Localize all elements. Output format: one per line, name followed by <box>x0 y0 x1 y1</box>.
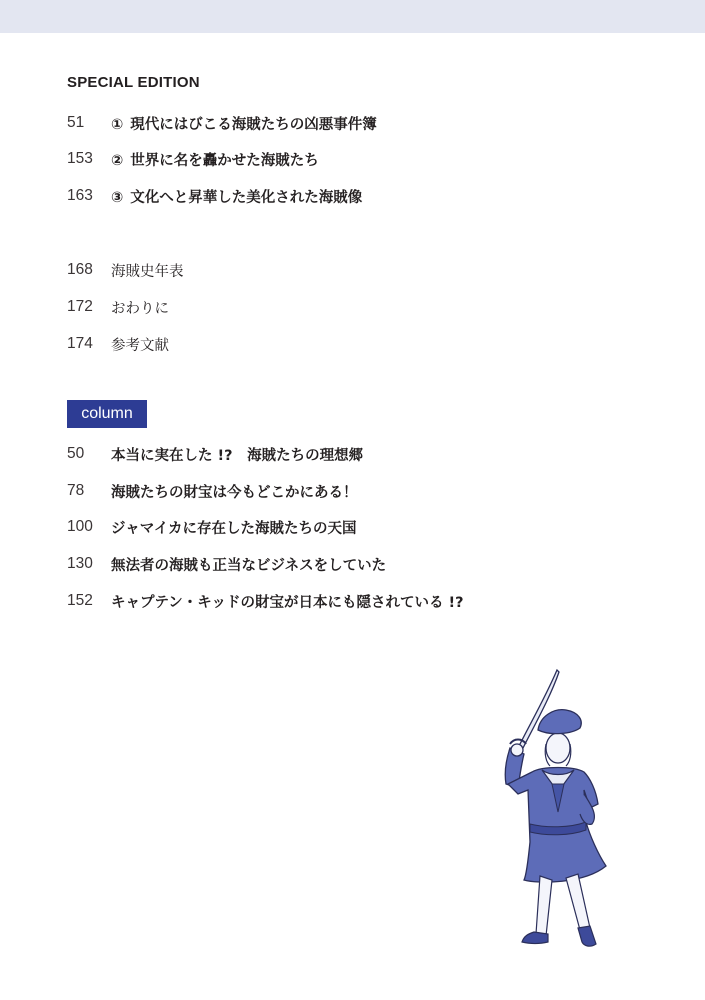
entry-title: おわりに <box>111 300 169 317</box>
toc-entry-special-2[interactable] <box>67 148 319 170</box>
page-number: 130 <box>67 555 93 572</box>
toc-entry-chronology[interactable] <box>67 259 184 281</box>
entry-title: 本当に実在した !? 海賊たちの理想郷 <box>111 447 364 464</box>
special-edition-heading: SPECIAL EDITION <box>67 74 200 91</box>
entry-title <box>111 113 377 134</box>
entry-title: 海賊史年表 <box>111 263 184 280</box>
circled-number: ② <box>111 152 124 169</box>
page-number: 163 <box>67 187 93 204</box>
circled-number: ③ <box>111 189 124 206</box>
page-number: 168 <box>67 261 93 278</box>
top-band <box>0 0 705 33</box>
toc-entry-column-5[interactable] <box>67 590 464 612</box>
entry-title-text: 世界に名を轟かせた海賊たち <box>130 152 319 169</box>
entry-title: ジャマイカに存在した海賊たちの天国 <box>111 520 357 537</box>
entry-title-text: 文化へと昇華した美化された海賊像 <box>130 189 363 206</box>
toc-entry-column-4[interactable] <box>67 553 386 575</box>
page-number: 172 <box>67 298 93 315</box>
page-number: 174 <box>67 335 93 352</box>
entry-title <box>111 149 319 170</box>
entry-title: キャプテン・キッドの財宝が日本にも隠されている !? <box>111 594 464 611</box>
toc-entry-column-3[interactable] <box>67 516 356 538</box>
page-number: 51 <box>67 114 85 131</box>
toc-entry-references[interactable] <box>67 333 169 355</box>
entry-title <box>111 186 362 207</box>
circled-number: ① <box>111 116 124 133</box>
pirate-illustration <box>488 666 628 958</box>
entry-title-text: 現代にはびこる海賊たちの凶悪事件簿 <box>130 116 377 133</box>
toc-entry-column-2[interactable] <box>67 480 358 502</box>
toc-entry-afterword[interactable] <box>67 296 169 318</box>
column-label: column <box>67 400 147 428</box>
entry-title: 海賊たちの財宝は今もどこかにある！ <box>111 484 358 501</box>
toc-entry-special-3[interactable] <box>67 185 362 207</box>
entry-title: 無法者の海賊も正当なビジネスをしていた <box>111 557 387 574</box>
page-number: 152 <box>67 592 93 609</box>
entry-title: 参考文献 <box>111 337 169 354</box>
page-number: 50 <box>67 445 85 462</box>
page-number: 100 <box>67 518 93 535</box>
toc-entry-column-1[interactable] <box>67 443 363 465</box>
page-number: 153 <box>67 150 93 167</box>
page-number: 78 <box>67 482 85 499</box>
toc-entry-special-1[interactable] <box>67 112 377 134</box>
